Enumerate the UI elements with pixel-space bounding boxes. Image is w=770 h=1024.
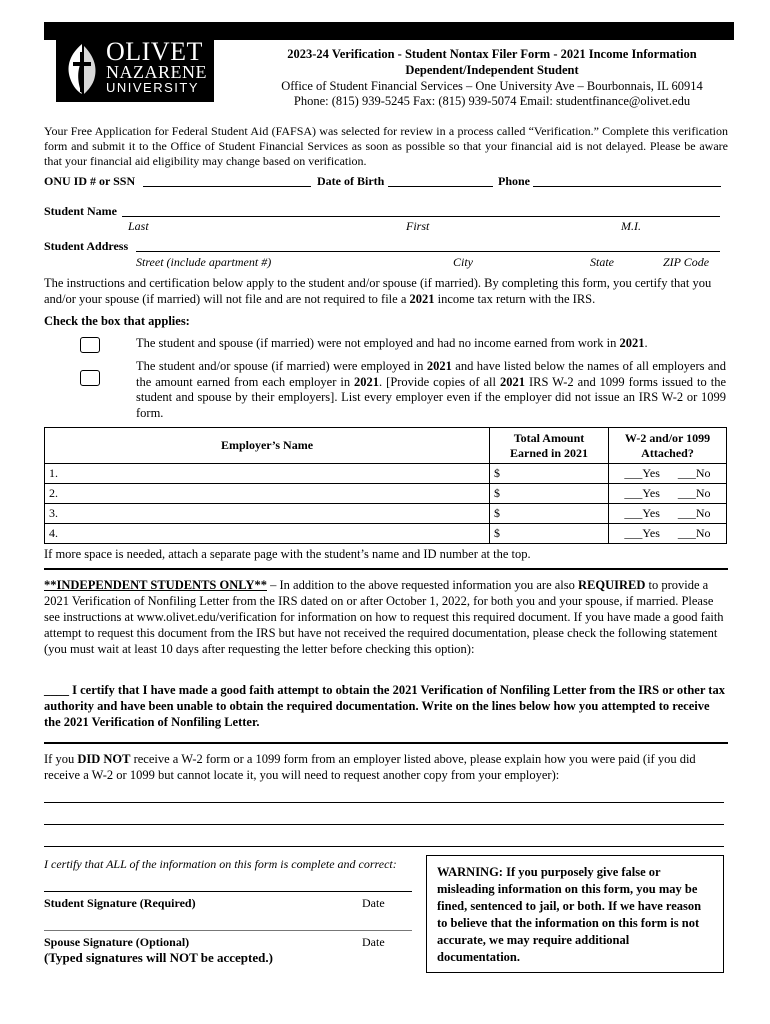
cross-emblem-icon (64, 42, 100, 96)
independent-paragraph: **INDEPENDENT STUDENTS ONLY** – In addition to the above requested information you are also REQUIRED to provide a 2021 Verification of Nonfiling Letter from the IRS dated on or after October 1, 2022, for both you and your spouse, if married. Please see instructions at www.olivet.edu/verification for information on how to request this required document. If you have made a good faith attempt to request this document from the IRS but have not received the required documentation, please check the following statement (you must wait at least 10 days after requesting the letter before checking this option): (44, 578, 724, 656)
employed-checkbox[interactable] (80, 370, 100, 386)
explanation-line-1[interactable] (44, 802, 724, 803)
id-label: ONU ID # or SSN (44, 174, 136, 188)
explanation-line-2[interactable] (44, 824, 724, 825)
employer-name-cell[interactable]: 1. (45, 464, 490, 484)
amount-cell[interactable]: $ (490, 484, 609, 504)
option-employed-text: The student and/or spouse (if married) were employed in 2021 and have listed below the names of all employers and the amount earned from each employer in 2021. [Provide copies of all 2021 IRS W-2 and 1099 forms issued to the student and spouse by their employers]. List every employer even if the employer did not issue an IRS W-2 or 1099 form. (136, 359, 727, 420)
amount-header: Total Amount Earned in 2021 (490, 428, 609, 464)
name-first-caption: First (406, 219, 430, 233)
independent-certify-statement[interactable]: ____ I certify that I have made a good faith attempt to obtain the 2021 Verification of Nonfiling Letter from the IRS or other tax authority and have been unable to obtain the required documentation. Write on the lines below how you attempted to receive the 2021 Verification of Nonfiling Letter. (44, 683, 725, 729)
student-date-label: Date (362, 896, 385, 910)
name-mi-caption: M.I. (621, 219, 641, 233)
student-name-field[interactable] (122, 216, 720, 217)
typed-signature-note: (Typed signatures will NOT be accepted.) (44, 950, 273, 965)
w2-yes-no-cell[interactable]: ___Yes ___No (609, 504, 727, 524)
spouse-signature-line[interactable] (44, 930, 412, 931)
employer-name-header: Employer’s Name (45, 428, 490, 464)
student-signature-line[interactable] (44, 891, 412, 892)
w2-yes-no-cell[interactable]: ___Yes ___No (609, 484, 727, 504)
table-row (45, 524, 727, 544)
id-field[interactable] (143, 186, 311, 187)
table-row (45, 464, 727, 484)
option-no-income-text: The student and spouse (if married) were not employed and had no income earned from work in 2021. (136, 336, 648, 350)
name-last-caption: Last (128, 219, 149, 233)
logo-text-olivet: OLIVET (106, 37, 203, 66)
employer-name-cell[interactable]: 4. (45, 524, 490, 544)
student-address-field[interactable] (136, 251, 720, 252)
addr-zip-caption: ZIP Code (663, 255, 710, 269)
section-divider (44, 742, 728, 744)
form-title: 2023-24 Verification - Student Nontax Filer Form - 2021 Income Information (287, 47, 697, 61)
logo-text-university: UNIVERSITY (106, 80, 200, 95)
office-address: Office of Student Financial Services – One University Ave – Bourbonnais, IL 60914 (281, 79, 703, 93)
explanation-line-3[interactable] (44, 846, 724, 847)
amount-cell[interactable]: $ (490, 524, 609, 544)
w2-explain-paragraph: If you DID NOT receive a W-2 form or a 1099 form from an employer listed above, please explain how you were paid (if you did receive a W-2 or 1099 but cannot locate it, you will need to request another copy from your employer): (44, 752, 696, 782)
more-space-note: If more space is needed, attach a separate page with the student’s name and ID number at the top. (44, 547, 531, 561)
w2-yes-no-cell[interactable]: ___Yes ___No (609, 464, 727, 484)
no-income-checkbox[interactable] (80, 337, 100, 353)
table-row (45, 504, 727, 524)
amount-cell[interactable]: $ (490, 504, 609, 524)
student-address-label: Student Address (44, 239, 129, 253)
check-heading: Check the box that applies: (44, 314, 190, 328)
university-logo (56, 36, 214, 102)
instructions-paragraph: The instructions and certification below apply to the student and/or spouse (if married). By completing this form, you certify that you and/or your spouse (if married) will not file and are not required to file a 2021 income tax return with the IRS. (44, 276, 712, 306)
form-subtitle: Dependent/Independent Student (405, 63, 579, 77)
student-signature-label: Student Signature (Required) (44, 896, 196, 910)
employer-name-cell[interactable]: 2. (45, 484, 490, 504)
addr-state-caption: State (590, 255, 614, 269)
employer-name-cell[interactable]: 3. (45, 504, 490, 524)
table-row (45, 484, 727, 504)
addr-street-caption: Street (include apartment #) (136, 255, 272, 269)
amount-cell[interactable]: $ (490, 464, 609, 484)
dob-label: Date of Birth (317, 174, 385, 188)
warning-box: WARNING: If you purposely give false or misleading information on this form, you may be fined, sentenced to jail, or both. If we have reason to believe that the information on this form is not accurate, we may require additional documentation. (426, 855, 724, 973)
w2-yes-no-cell[interactable]: ___Yes ___No (609, 524, 727, 544)
intro-paragraph: Your Free Application for Federal Student Aid (FAFSA) was selected for review in a process called “Verification.” Complete this verification form and submit it to the Office of Student Financial Services as soon as possible so that your financial aid is not delayed. Please be aware that your financial aid eligibility may change based on verification. (44, 124, 728, 168)
w2-attached-header: W-2 and/or 1099 Attached? (609, 428, 727, 464)
certify-all-statement: I certify that ALL of the information on this form is complete and correct: (44, 857, 397, 871)
spouse-signature-label: Spouse Signature (Optional) (44, 935, 190, 949)
spouse-date-label: Date (362, 935, 385, 949)
phone-field[interactable] (533, 186, 721, 187)
phone-label: Phone (498, 174, 531, 188)
addr-city-caption: City (453, 255, 473, 269)
office-contact: Phone: (815) 939-5245 Fax: (815) 939-5074 Email: studentfinance@olivet.edu (293, 94, 691, 108)
employer-table (44, 427, 727, 544)
dob-field[interactable] (388, 186, 493, 187)
section-divider (44, 568, 728, 570)
logo-text-nazarene: NAZARENE (106, 62, 207, 82)
student-name-label: Student Name (44, 204, 118, 218)
